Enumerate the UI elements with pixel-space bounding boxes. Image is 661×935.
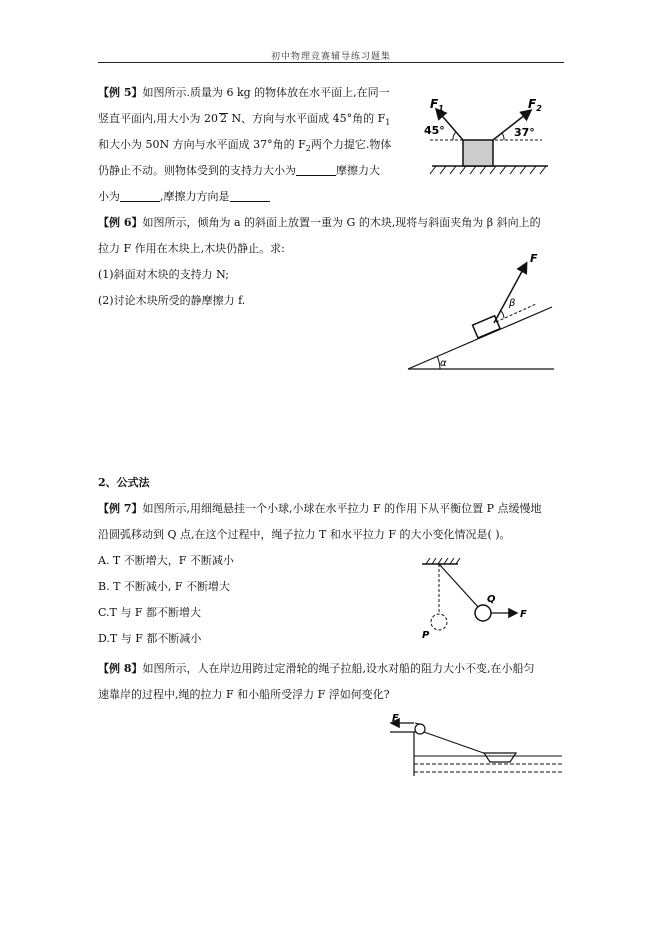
example8-figure [386,712,566,782]
example7-figure [412,556,542,646]
page-header: 初中物理竞赛辅导练习题集 [270,52,391,62]
f-label-7: F [520,609,527,620]
sqrt-two: 2 [220,112,227,125]
example6-question2: (2)讨论木块所受的静摩擦力 f. [98,294,246,307]
example5-line5: 小为 ,摩擦力方向是 [98,190,270,204]
force-f-arrow [494,264,526,323]
f2-label: $F_2$ [528,97,542,113]
option-b[interactable]: B. T 不断减小, F 不断增大 [98,580,231,593]
example5-line3: 和大小为 50N 方向与水平面成 37°角的 $F_2$两个力提它.物体 [98,138,392,154]
f-label: F [530,252,538,265]
example6-figure [404,252,574,372]
header-rule [98,62,564,63]
p-label: P [422,630,430,641]
f1-label: $F_1$ [430,97,444,113]
example5-line1: 【例 5】如图所示.质量为 6 kg 的物体放在水平面上,在同一 [98,86,390,99]
answer-blank-support[interactable] [296,164,336,176]
answer-blank-direction[interactable] [230,190,270,202]
angle1-label: 45° [424,124,445,137]
example5-line4: 仍静止不动。则物体受到的支持力大小为 摩擦力大 [98,164,380,177]
beta-label: β [509,298,516,309]
example7-label: 【例 7】 [98,502,143,515]
angle2-label: 37° [514,126,535,139]
example7-line1: 【例 7】如图所示,用细绳悬挂一个小球,小球在水平拉力 F 的作用下从平衡位置 P 点缓慢地 [98,502,542,515]
option-a[interactable]: A. T 不断增大，F 不断减小 [98,554,234,567]
ball-position-p [431,614,447,630]
example6-line1: 【例 6】如图所示，倾角为 a 的斜面上放置一重为 G 的木块,现将与斜面夹角为 β 斜向上的 [98,216,541,229]
option-c[interactable]: C.T 与 F 都不断增大 [98,606,201,619]
example5-label: 【例 5】 [98,86,143,99]
example6-line2: 拉力 F 作用在木块上,木块仍静止。求: [98,242,285,255]
boat [484,753,516,762]
example5-figure [420,92,570,182]
section-title: 2、公式法 [98,476,150,489]
answer-blank-friction[interactable] [120,190,160,202]
example8-line2: 速靠岸的过程中,绳的拉力 F 和小船所受浮力 F 浮如何变化? [98,688,390,701]
example6-question1: (1)斜面对木块的支持力 N; [98,268,230,281]
q-label: Q [487,594,496,605]
pulley [415,724,425,734]
f-label-8: F [392,713,399,724]
example8-label: 【例 8】 [98,662,143,675]
example7-line2: 沿圆弧移动到 Q 点,在这个过程中，绳子拉力 T 和水平拉力 F 的大小变化情况是( )。 [98,528,511,541]
example6-label: 【例 6】 [98,216,143,229]
option-d[interactable]: D.T 与 F 都不断减小 [98,632,202,645]
example8-line1: 【例 8】如图所示，人在岸边用跨过定滑轮的绳子拉船,设水对船的阻力大小不变,在小船匀 [98,662,535,675]
alpha-label: α [440,358,447,369]
ball-position-q [475,605,491,621]
block [463,140,493,166]
example5-line2: 竖直平面内,用大小为 20 2 N、方向与水平面成 45°角的 $F_1$ [98,112,391,128]
